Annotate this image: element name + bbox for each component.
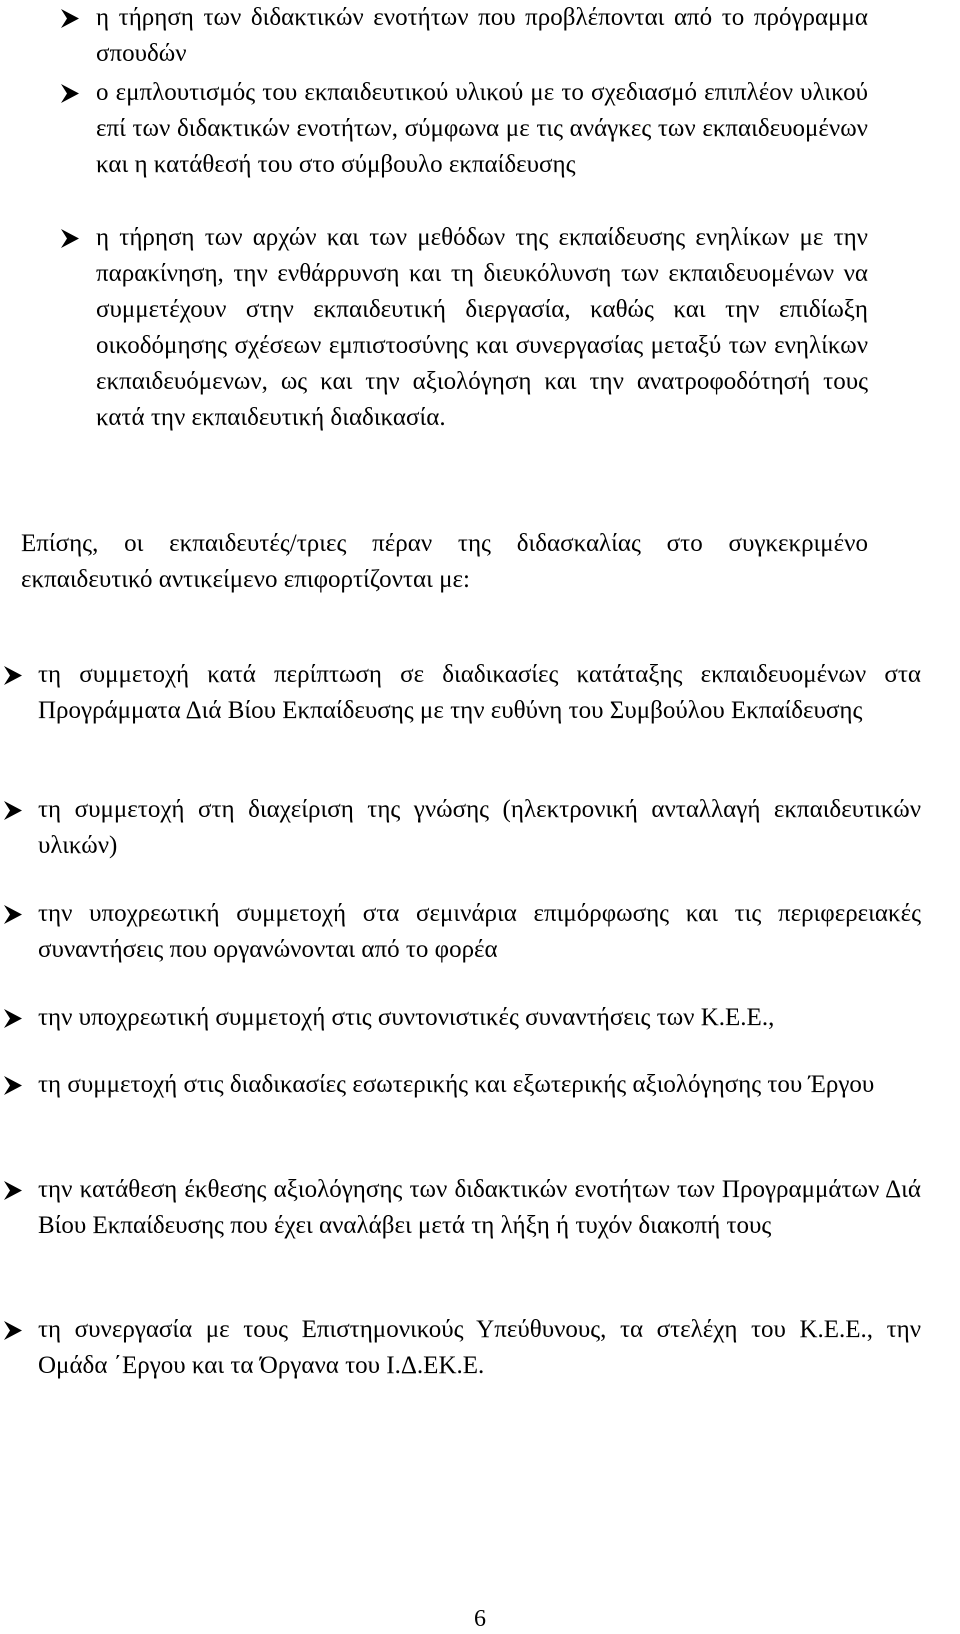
list-item [38, 792, 921, 864]
list-item [38, 1067, 921, 1103]
list-item [96, 0, 868, 72]
list-item-text: ο εμπλουτισμός του εκπαιδευτικού υλικού με το σχεδιασμό επιπλέον υλικού επί των διδακτικών ενοτήτων, σύμφωνα με τις ανάγκες των εκπαιδευομένων και η κατάθεσή του στο σύμβουλο εκπαίδευσης [96, 79, 868, 178]
list-item-text: την υποχρεωτική συμμετοχή στις συντονιστικές συναντήσεις των Κ.Ε.Ε., [38, 1004, 775, 1031]
page-number: 6 [474, 1606, 486, 1632]
list-item [38, 896, 921, 968]
intro-paragraph: Επίσης, οι εκπαιδευτές/τριες πέραν της διδασκαλίας στο συγκεκριμένο εκπαιδευτικό αντικείμενο επιφορτίζονται με: [21, 530, 868, 593]
list-item [38, 1312, 921, 1384]
list-item [96, 75, 868, 183]
arrow-bullet-icon [2, 657, 24, 693]
list-item [38, 657, 921, 729]
arrow-bullet-icon [59, 220, 81, 256]
arrow-bullet-icon [2, 1312, 24, 1348]
arrow-bullet-icon [59, 75, 81, 111]
list-item [96, 220, 868, 436]
arrow-bullet-icon [2, 1067, 24, 1103]
arrow-bullet-icon [59, 0, 81, 36]
arrow-bullet-icon [2, 1172, 24, 1208]
list-item-text: τη συμμετοχή στις διαδικασίες εσωτερικής και εξωτερικής αξιολόγησης του Έργου [38, 1071, 875, 1098]
arrow-bullet-icon [2, 896, 24, 932]
list-item-text: η τήρηση των αρχών και των μεθόδων της εκπαίδευσης ενηλίκων με την παρακίνηση, την ενθάρρυνση και τη διευκόλυνση των εκπαιδευομένων να συμμετέχουν στην εκπαιδευτική διεργασία, καθώς και την επιδίωξη οικοδόμησης σχέσεων εμπιστοσύνης και συνεργασίας μεταξύ των ενηλίκων εκπαιδευόμενων, ως και την αξιολόγηση και την ανατροφοδότησή τους κατά την εκπαιδευτική διαδικασία. [96, 224, 868, 431]
arrow-bullet-icon [2, 792, 24, 828]
list-item-text: την κατάθεση έκθεσης αξιολόγησης των διδακτικών ενοτήτων των Προγραμμάτων Διά Βίου Εκπαίδευσης που έχει αναλάβει μετά τη λήξη ή τυχόν διακοπή τους [38, 1176, 921, 1239]
list-item [38, 1000, 921, 1036]
arrow-bullet-icon [2, 1000, 24, 1036]
list-item-text: τη συμμετοχή στη διαχείριση της γνώσης (ηλεκτρονική ανταλλαγή εκπαιδευτικών υλικών) [38, 796, 921, 859]
list-item [38, 1172, 921, 1244]
list-item-text: την υποχρεωτική συμμετοχή στα σεμινάρια επιμόρφωσης και τις περιφερειακές συναντήσεις που οργανώνονται από το φορέα [38, 900, 921, 963]
list-item-text: η τήρηση των διδακτικών ενοτήτων που προβλέπονται από το πρόγραμμα σπουδών [96, 4, 868, 67]
list-item-text: τη συμμετοχή κατά περίπτωση σε διαδικασίες κατάταξης εκπαιδευομένων στα Προγράμματα Διά Βίου Εκπαίδευσης με την ευθύνη του Συμβούλου Εκπαίδευσης [38, 661, 921, 724]
list-item-text: τη συνεργασία με τους Επιστημονικούς Υπεύθυνους, τα στελέχη του Κ.Ε.Ε., την Ομάδα ΄Εργου και τα Όργανα του Ι.Δ.ΕΚ.Ε. [38, 1316, 921, 1379]
